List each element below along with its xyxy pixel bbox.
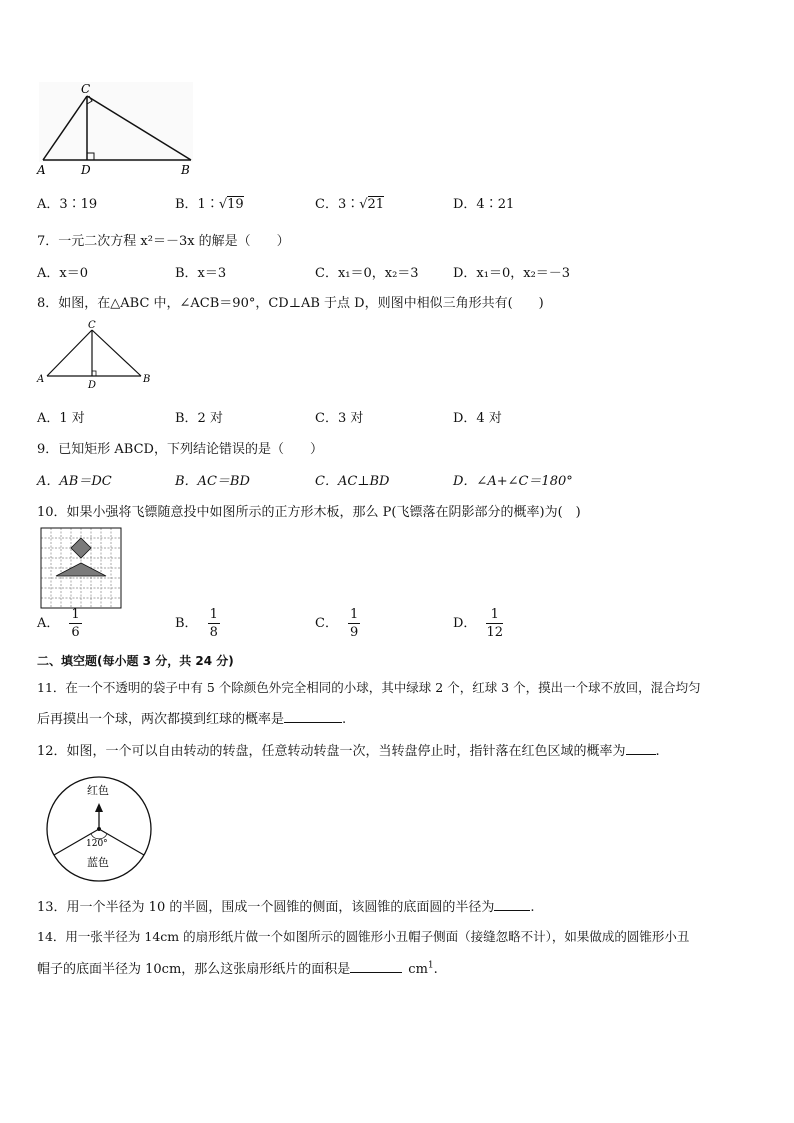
label-d: D — [81, 163, 91, 177]
unit-superscript: 1 — [427, 960, 434, 971]
triangle-figure-2 — [35, 318, 155, 390]
q10-option-a — [37, 608, 82, 639]
answer-blank[interactable] — [626, 742, 656, 755]
option-label: D． — [453, 616, 477, 631]
numerator: 1 — [71, 607, 80, 622]
q14-line-2-text: 帽子的底面半径为 10cm，那么这张扇形纸片的面积是 — [37, 962, 351, 977]
q8-option-c: C．3 对 — [315, 411, 364, 426]
numerator: 1 — [349, 607, 359, 622]
q11-line-2 — [37, 708, 346, 727]
q11-line-1: 11．在一个不透明的袋子中有 5 个除颜色外完全相同的小球，其中绿球 2 个，红球 3 个，摸出一个球不放回，混合均匀 — [37, 680, 701, 695]
label-red: 红色 — [87, 784, 109, 797]
fraction — [486, 608, 503, 639]
answer-blank[interactable] — [284, 710, 342, 723]
fraction — [208, 608, 220, 639]
q13-question — [37, 896, 535, 915]
section-title: 二、填空题(每小题 3 分，共 24 分) — [37, 654, 234, 668]
numerator: 1 — [209, 607, 218, 622]
q8-question: 8．如图，在△ABC 中，∠ACB＝90°，CD⊥AB 于点 D，则图中相似三角形共有( ) — [37, 296, 544, 311]
q9-option-b: B．AC＝BD — [175, 474, 250, 489]
q11-line-2-text: 后再摸出一个球，两次都摸到红球的概率是 — [37, 712, 285, 727]
q6-option-d: D．4∶21 — [453, 197, 515, 212]
q14-end: . — [433, 962, 438, 977]
fraction — [69, 608, 81, 639]
q10-option-c — [315, 608, 360, 639]
option-label: B． — [175, 616, 198, 631]
q7-option-c: C．x₁＝0，x₂＝3 — [315, 266, 419, 281]
q6-option-b-radicand: 19 — [227, 197, 244, 212]
label-b: B — [181, 163, 190, 177]
q8-option-a: A．1 对 — [37, 411, 85, 426]
option-label: A． — [37, 616, 60, 631]
q14-unit — [408, 962, 433, 977]
q12-question — [37, 740, 660, 759]
q13-text: 13．用一个半径为 10 的半圆，围成一个圆锥的侧面，该圆锥的底面圆的半径为 — [37, 900, 495, 915]
label-a: A — [37, 374, 45, 385]
label-c: C — [88, 320, 96, 331]
shaded-bowtie — [56, 563, 106, 576]
q7-question: 7．一元二次方程 x²＝－3x 的解是（ ） — [37, 234, 290, 249]
q9-option-d: D．∠A+∠C＝180° — [453, 474, 573, 489]
triangle-figure-1 — [35, 78, 200, 178]
denominator: 12 — [486, 625, 503, 640]
denominator: 8 — [209, 625, 218, 640]
q9-question: 9．已知矩形 ABCD，下列结论错误的是（ ） — [37, 442, 323, 457]
q9-option-c: C．AC⊥BD — [315, 474, 390, 489]
answer-blank[interactable] — [494, 898, 530, 911]
q8-option-b: B．2 对 — [175, 411, 223, 426]
q14-line-1: 14．用一张半径为 14cm 的扇形纸片做一个如图所示的圆锥形小丑帽子侧面（接缝忽略不计），如果做成的圆锥形小丑 — [37, 929, 690, 944]
q6-option-b — [175, 193, 244, 212]
q12-text: 12．如图，一个可以自由转动的转盘，任意转动转盘一次，当转盘停止时，指针落在红色区域的概率为 — [37, 744, 626, 759]
sqrt-symbol: √ — [218, 197, 228, 212]
shaded-diamond — [71, 538, 91, 558]
q10-option-d — [453, 608, 503, 639]
q7-option-d: D．x₁＝0，x₂＝－3 — [453, 266, 571, 281]
q6-option-c — [315, 193, 384, 212]
q6-option-a: A．3∶19 — [37, 197, 98, 212]
q14-line-2 — [37, 958, 438, 977]
label-a: A — [37, 163, 46, 177]
label-angle: 120° — [86, 839, 108, 849]
q12-end: . — [655, 744, 660, 759]
q10-question: 10．如果小强将飞镖随意投中如图所示的正方形木板，那么 P(飞镖落在阴影部分的概率)为( ) — [37, 505, 581, 520]
q6-option-b-label: B．1∶ — [175, 197, 219, 212]
pointer-arrow-icon — [95, 803, 103, 812]
q8-option-d: D．4 对 — [453, 411, 502, 426]
q10-option-b — [175, 608, 220, 639]
q7-option-b: B．x＝3 — [175, 266, 227, 281]
option-label: C． — [315, 616, 338, 631]
fraction — [348, 608, 360, 639]
q6-option-c-radicand: 21 — [367, 197, 385, 212]
spinner-figure — [44, 774, 156, 884]
denominator: 9 — [349, 625, 359, 640]
q6-option-c-label: C．3∶ — [315, 197, 360, 212]
numerator: 1 — [486, 608, 503, 624]
sqrt-symbol: √ — [359, 197, 368, 212]
label-d: D — [88, 380, 97, 390]
answer-blank[interactable] — [350, 960, 402, 973]
label-blue: 蓝色 — [87, 856, 109, 869]
label-c: C — [81, 82, 91, 96]
q9-option-a: A．AB＝DC — [37, 474, 112, 489]
q13-end: . — [530, 900, 535, 915]
q11-end: . — [342, 712, 347, 727]
denominator: 6 — [71, 625, 80, 640]
dartboard-grid-figure — [40, 527, 122, 609]
label-b: B — [143, 374, 151, 385]
q7-option-a: A．x＝0 — [37, 266, 88, 281]
unit: cm — [408, 962, 428, 977]
